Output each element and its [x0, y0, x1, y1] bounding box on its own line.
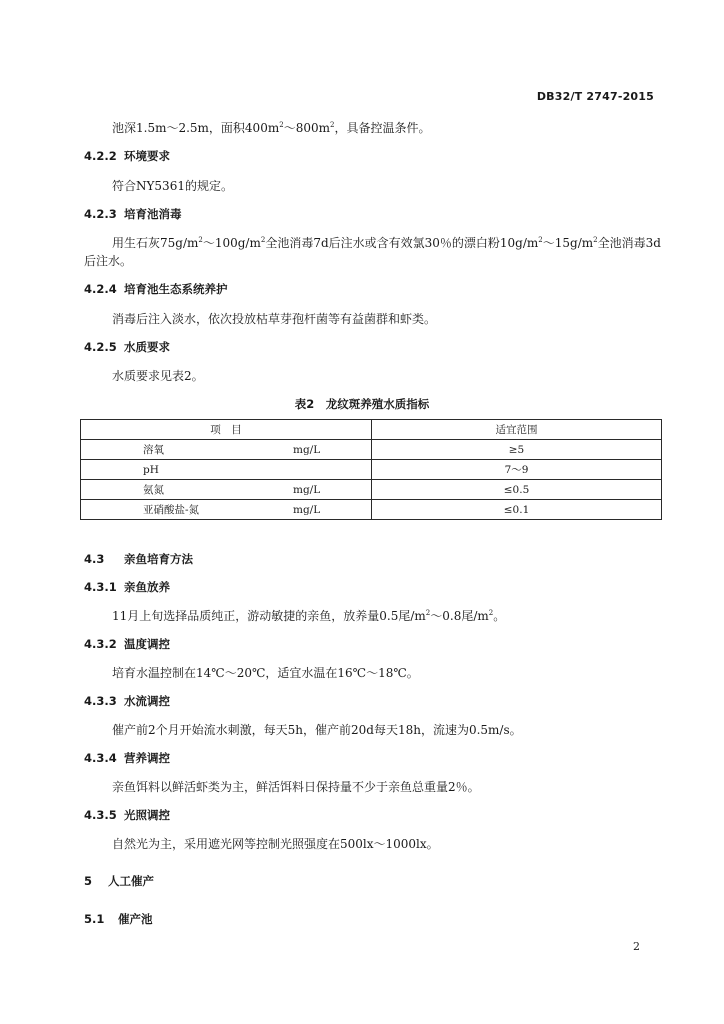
section-title: 催产池 [118, 912, 153, 926]
section-number: 4.3 [84, 552, 105, 566]
paragraph-disinfection [112, 234, 661, 251]
superscript: 2 [425, 609, 431, 617]
parameter-unit: mg/L [293, 444, 321, 456]
section-number: 4.3.2 [84, 637, 117, 651]
table-row [81, 480, 662, 500]
paragraph-water-quality: 水质要求见表2。 [112, 369, 204, 383]
parameter-name: 溶氧 [143, 444, 164, 456]
standard-number: DB32/T 2747-2015 [536, 90, 654, 103]
section-title: 培育池消毒 [124, 207, 182, 221]
section-number: 4.3.3 [84, 694, 117, 708]
text-fragment: ～100g/m [202, 236, 261, 250]
text-fragment: 全池消毒7d后注水或含有效氯30％的漂白粉10g/m [265, 236, 539, 250]
section-heading-4-2-4 [84, 281, 228, 297]
cell-parameter [81, 480, 372, 500]
section-number: 4.3.5 [84, 808, 117, 822]
superscript: 2 [279, 121, 284, 129]
section-title: 亲鱼培育方法 [124, 552, 193, 566]
superscript: 2 [329, 121, 335, 129]
cell-range: ≥5 [372, 440, 662, 460]
paragraph-nutrition: 亲鱼饵料以鲜活虾类为主，鲜活饵料日保持量不少于亲鱼总重量2％。 [112, 780, 480, 794]
cell-range: 7～9 [372, 460, 662, 480]
water-quality-table [80, 419, 662, 520]
cell-parameter [81, 500, 372, 520]
section-number: 4.3.1 [84, 580, 117, 594]
paragraph-water-flow: 催产前2个月开始流水刺激，每天5h，催产前20d每天18h，流速为0.5m/s。 [112, 723, 522, 737]
superscript: 2 [198, 236, 203, 244]
table-caption: 表2 龙纹斑养殖水质指标 [294, 397, 430, 411]
cell-parameter [81, 460, 372, 480]
section-heading-4-2-5 [84, 339, 170, 355]
text-fragment: 用生石灰75g/m [112, 236, 199, 250]
table-header-row [81, 420, 662, 440]
paragraph-stocking [112, 607, 505, 624]
header-range: 适宜范围 [372, 420, 662, 440]
superscript: 2 [593, 236, 598, 244]
section-heading-4-3-3 [84, 693, 170, 709]
section-number: 5.1 [84, 912, 105, 926]
text-fragment: 全池消毒3d [597, 236, 661, 250]
table-row [81, 440, 662, 460]
paragraph-ecosystem: 消毒后注入淡水，依次投放枯草芽孢杆菌等有益菌群和虾类。 [112, 312, 437, 326]
cell-range: ≤0.1 [372, 500, 662, 520]
paragraph-lighting: 自然光为主，采用遮光网等控制光照强度在500lx～1000lx。 [112, 837, 439, 851]
section-heading-5 [84, 873, 154, 889]
superscript: 2 [488, 609, 494, 617]
paragraph-disinfection-line2: 后注水。 [84, 254, 133, 268]
section-heading-4-2-2 [84, 148, 170, 164]
section-heading-4-3-4 [84, 750, 170, 766]
superscript: 2 [260, 236, 266, 244]
text-fragment: ，具备控温条件。 [334, 121, 431, 135]
section-title: 人工催产 [108, 874, 154, 888]
paragraph-pond-size [112, 119, 430, 136]
parameter-name: 氨氮 [143, 484, 164, 496]
cell-parameter [81, 440, 372, 460]
section-title: 亲鱼放养 [124, 580, 170, 594]
section-title: 温度调控 [124, 637, 170, 651]
section-heading-4-2-3 [84, 206, 182, 222]
section-heading-4-3 [84, 551, 193, 567]
section-title: 环境要求 [124, 149, 170, 163]
parameter-name: 亚硝酸盐-氮 [143, 504, 200, 516]
section-number: 4.2.5 [84, 340, 117, 354]
parameter-unit: mg/L [293, 484, 321, 496]
section-title: 营养调控 [124, 751, 170, 765]
section-number: 4.2.2 [84, 149, 117, 163]
text-fragment: ～0.8尾/m [430, 609, 489, 623]
text-fragment: ～15g/m [542, 236, 594, 250]
section-number: 4.2.3 [84, 207, 117, 221]
table-row [81, 460, 662, 480]
section-title: 培育池生态系统养护 [124, 282, 228, 296]
parameter-unit: mg/L [293, 504, 321, 516]
header-item: 项 目 [81, 420, 372, 440]
section-title: 水流调控 [124, 694, 170, 708]
table-row [81, 500, 662, 520]
page-number: 2 [633, 940, 640, 953]
superscript: 2 [538, 236, 543, 244]
cell-range: ≤0.5 [372, 480, 662, 500]
paragraph-temperature: 培育水温控制在14℃～20℃，适宜水温在16℃～18℃。 [112, 666, 419, 680]
section-title: 光照调控 [124, 808, 170, 822]
section-heading-4-3-1 [84, 579, 170, 595]
parameter-name: pH [143, 463, 159, 476]
section-number: 4.2.4 [84, 282, 117, 296]
text-fragment: 11月上旬选择品质纯正，游动敏捷的亲鱼，放养量0.5尾/m [112, 609, 426, 623]
section-heading-4-3-5 [84, 807, 170, 823]
section-heading-4-3-2 [84, 636, 170, 652]
section-number: 5 [84, 874, 93, 888]
text-fragment: 池深1.5m～2.5m，面积400m [112, 121, 280, 135]
section-title: 水质要求 [124, 340, 170, 354]
text-fragment: 。 [493, 609, 506, 623]
section-heading-5-1 [84, 911, 153, 927]
section-number: 4.3.4 [84, 751, 117, 765]
paragraph-environment: 符合NY5361的规定。 [112, 179, 233, 193]
text-fragment: ～800m [283, 121, 330, 135]
